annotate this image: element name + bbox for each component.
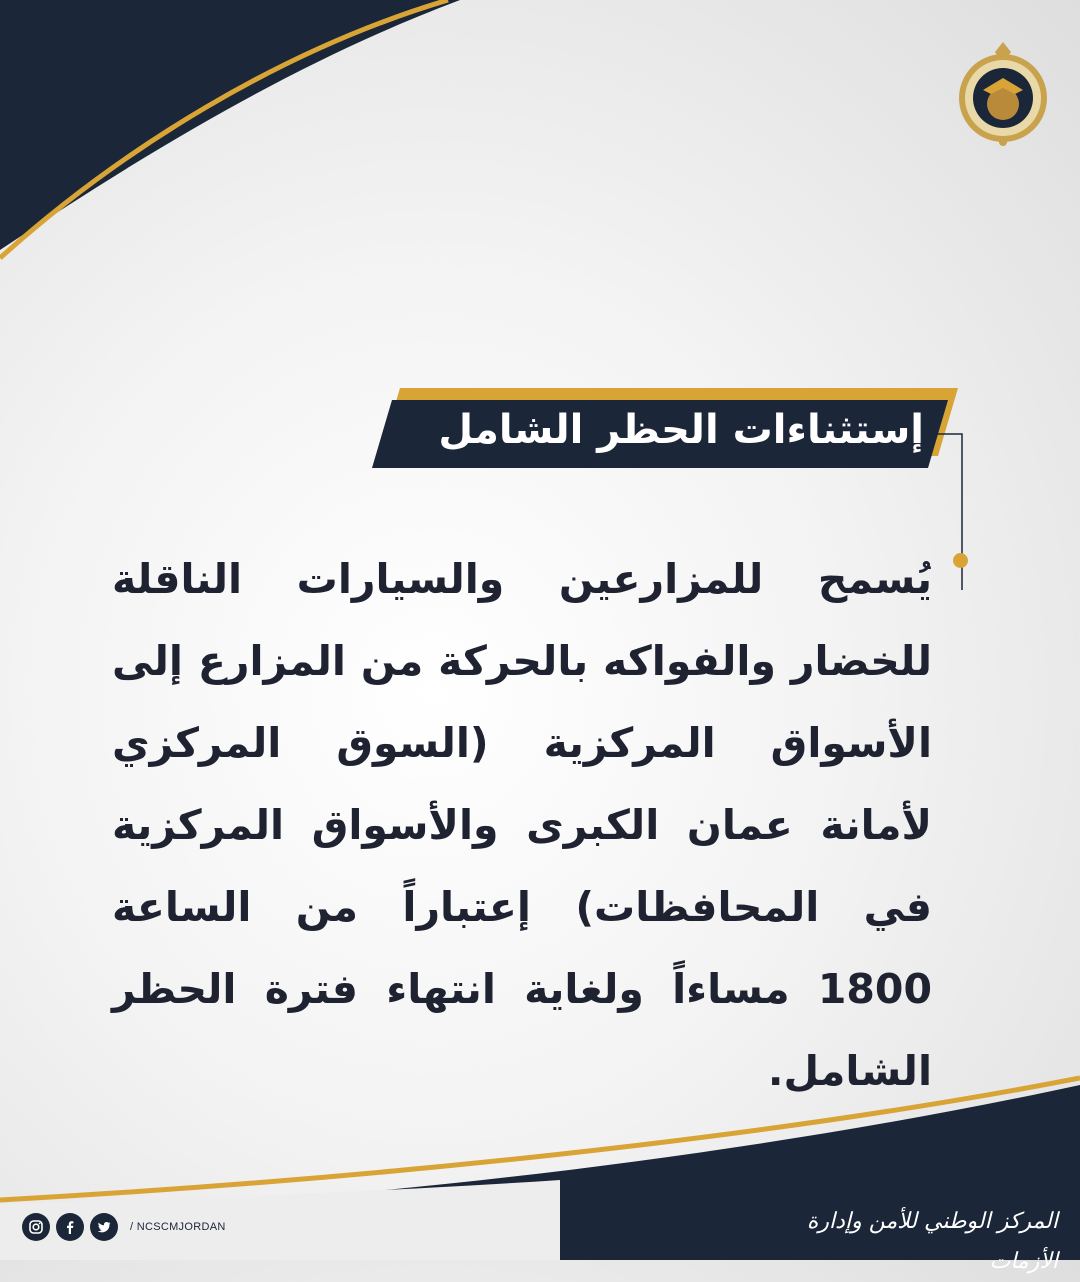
announcement-body: يُسمح للمزارعين والسيارات الناقلة للخضار والفواكه بالحركة من المزارع إلى الأسواق المركزية (السوق المركزي لأمانة عمان الكبرى والأسواق المركزية في المحافظات) إعتباراً من الساعة 1800 مساءاً ولغاية انتهاء فترة الحظر الشامل.: [112, 555, 932, 1095]
instagram-icon[interactable]: [22, 1213, 50, 1241]
bullet-dot: [953, 553, 968, 568]
ncscm-emblem-logo: [955, 38, 1051, 148]
social-handle: / NCSCMJORDAN: [130, 1221, 226, 1233]
brand-signature: المركز الوطني للأمن وإدارة الأزمات: [806, 1209, 1058, 1274]
twitter-icon[interactable]: [90, 1213, 118, 1241]
title-banner: [370, 388, 970, 478]
bullet-connector-line: [930, 432, 964, 592]
page-title: إستثناءات الحظر الشامل: [438, 407, 924, 453]
footer-social: [22, 1212, 226, 1242]
facebook-icon[interactable]: [56, 1213, 84, 1241]
